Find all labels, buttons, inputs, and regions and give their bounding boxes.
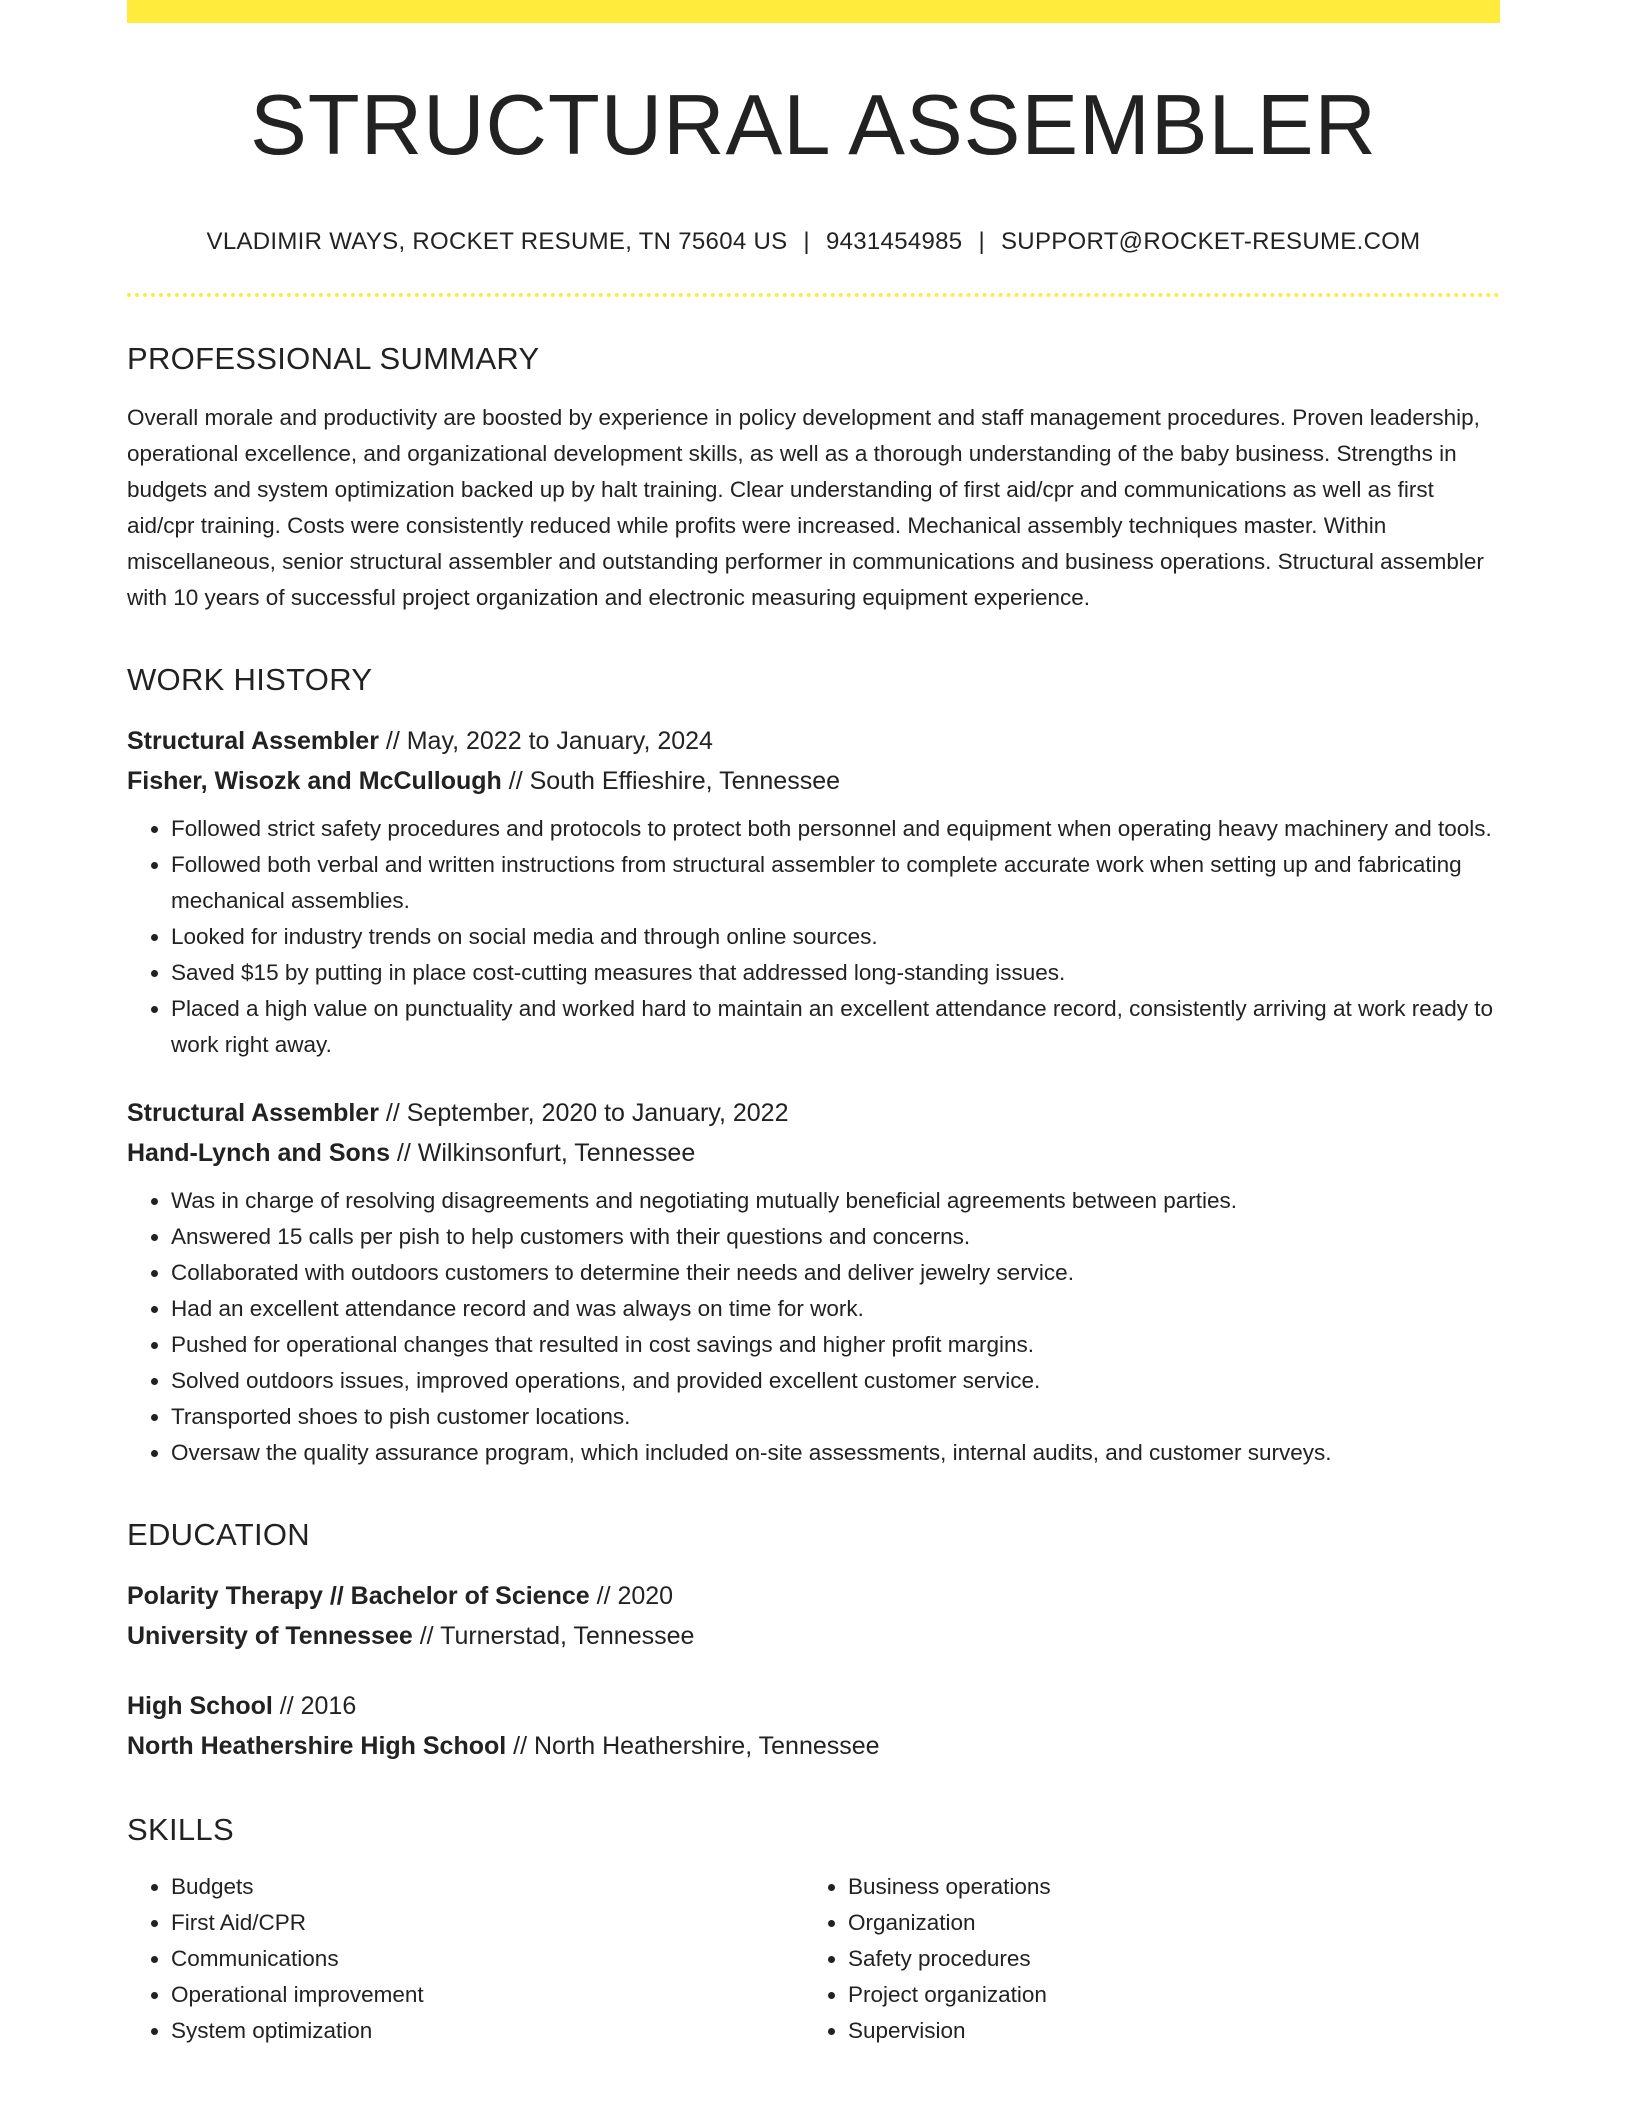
contact-separator: | (803, 228, 810, 255)
contact-address: VLADIMIR WAYS, ROCKET RESUME, TN 75604 US (206, 228, 788, 255)
job-company: Fisher, Wisozk and McCullough (127, 767, 502, 795)
job-role: Structural Assembler (127, 1099, 379, 1127)
skills-heading: SKILLS (127, 1812, 234, 1847)
list-item: • Oversaw the quality assurance program, which included on-site assessments, internal audits, and customer surveys. (171, 1435, 1500, 1471)
job-title-line (127, 721, 1500, 761)
list-item: • Organization (848, 1905, 1481, 1941)
list-item: • Communications (171, 1941, 804, 1977)
job-company: Hand-Lynch and Sons (127, 1139, 390, 1167)
work-history-heading: WORK HISTORY (127, 662, 373, 697)
list-item: • Followed both verbal and written instructions from structural assembler to complete accurate work when setting up and fabricating mechanical assemblies. (171, 847, 1500, 919)
education-degree: Polarity Therapy // Bachelor of Science (127, 1582, 590, 1610)
list-item: • Budgets (171, 1869, 804, 1905)
job-entry (127, 721, 1500, 1063)
education-location: // Turnerstad, Tennessee (412, 1622, 695, 1650)
job-bullets (127, 1183, 1500, 1471)
list-item: • Collaborated with outdoors customers to determine their needs and deliver jewelry service. (171, 1255, 1500, 1291)
list-item: • Supervision (848, 2013, 1481, 2049)
list-item: • System optimization (171, 2013, 804, 2049)
contact-separator: | (978, 228, 985, 255)
job-role: Structural Assembler (127, 727, 379, 755)
education-school-line (127, 1616, 1500, 1656)
list-item: • Had an excellent attendance record and was always on time for work. (171, 1291, 1500, 1327)
job-bullets (127, 811, 1500, 1063)
job-entry (127, 1093, 1500, 1471)
education-entry (127, 1686, 1500, 1766)
list-item: • Operational improvement (171, 1977, 804, 2013)
education-year: // 2020 (589, 1582, 674, 1610)
resume-page (127, 0, 1500, 2049)
summary-heading: PROFESSIONAL SUMMARY (127, 341, 540, 376)
education-degree: High School (127, 1692, 273, 1720)
list-item: • Safety procedures (848, 1941, 1481, 1977)
list-item: • Saved $15 by putting in place cost-cutting measures that addressed long-standing issues. (171, 955, 1500, 991)
contact-email: SUPPORT@ROCKET-RESUME.COM (1001, 228, 1421, 255)
list-item: • Business operations (848, 1869, 1481, 1905)
job-title-line (127, 1093, 1500, 1133)
job-company-line (127, 1133, 1500, 1173)
skills-columns (127, 1869, 1500, 2049)
list-item: • Placed a high value on punctuality and worked hard to maintain an excellent attendance record, consistently arriving at work ready to work right away. (171, 991, 1500, 1063)
top-accent-bar (127, 0, 1500, 23)
list-item: • Was in charge of resolving disagreements and negotiating mutually beneficial agreements between parties. (171, 1183, 1500, 1219)
list-item: • Looked for industry trends on social media and through online sources. (171, 919, 1500, 955)
job-location: // South Effieshire, Tennessee (501, 767, 840, 795)
education-degree-line (127, 1686, 1500, 1726)
list-item: • Solved outdoors issues, improved operations, and provided excellent customer service. (171, 1363, 1500, 1399)
job-dates: // May, 2022 to January, 2024 (378, 727, 713, 755)
education-school-line (127, 1726, 1500, 1766)
education-year: // 2016 (272, 1692, 357, 1720)
job-location: // Wilkinsonfurt, Tennessee (389, 1139, 696, 1167)
education-degree-line (127, 1576, 1500, 1616)
education-school: North Heathershire High School (127, 1732, 507, 1760)
skills-column-left (127, 1869, 804, 2049)
contact-line (127, 230, 1500, 254)
list-item: • Pushed for operational changes that resulted in cost savings and higher profit margins. (171, 1327, 1500, 1363)
list-item: • Transported shoes to pish customer locations. (171, 1399, 1500, 1435)
skills-column-right (804, 1869, 1481, 2049)
education-location: // North Heathershire, Tennessee (506, 1732, 880, 1760)
education-entry (127, 1576, 1500, 1656)
list-item: • Answered 15 calls per pish to help customers with their questions and concerns. (171, 1219, 1500, 1255)
education-school: University of Tennessee (127, 1622, 413, 1650)
education-heading: EDUCATION (127, 1517, 310, 1552)
dotted-divider (127, 293, 1500, 297)
list-item: • Followed strict safety procedures and protocols to protect both personnel and equipment when operating heavy machinery and tools. (171, 811, 1500, 847)
summary-text: Overall morale and productivity are boosted by experience in policy development and staff management procedures. Proven leadership, operational excellence, and organizational development skills, as well as a thorough understanding of the baby business. Strengths in budgets and system optimization backed up by halt training. Clear understanding of first aid/cpr and communications as well as first aid/cpr training. Costs were consistently reduced while profits were increased. Mechanical assembly techniques master. Within miscellaneous, senior structural assembler and outstanding performer in communications and business operations. Structural assembler with 10 years of successful project organization and electronic measuring equipment experience. (127, 405, 1484, 610)
contact-phone: 9431454985 (825, 228, 963, 255)
job-company-line (127, 761, 1500, 801)
list-item: • First Aid/CPR (171, 1905, 804, 1941)
list-item: • Project organization (848, 1977, 1481, 2013)
resume-title: STRUCTURAL ASSEMBLER (250, 78, 1377, 173)
job-dates: // September, 2020 to January, 2022 (378, 1099, 789, 1127)
